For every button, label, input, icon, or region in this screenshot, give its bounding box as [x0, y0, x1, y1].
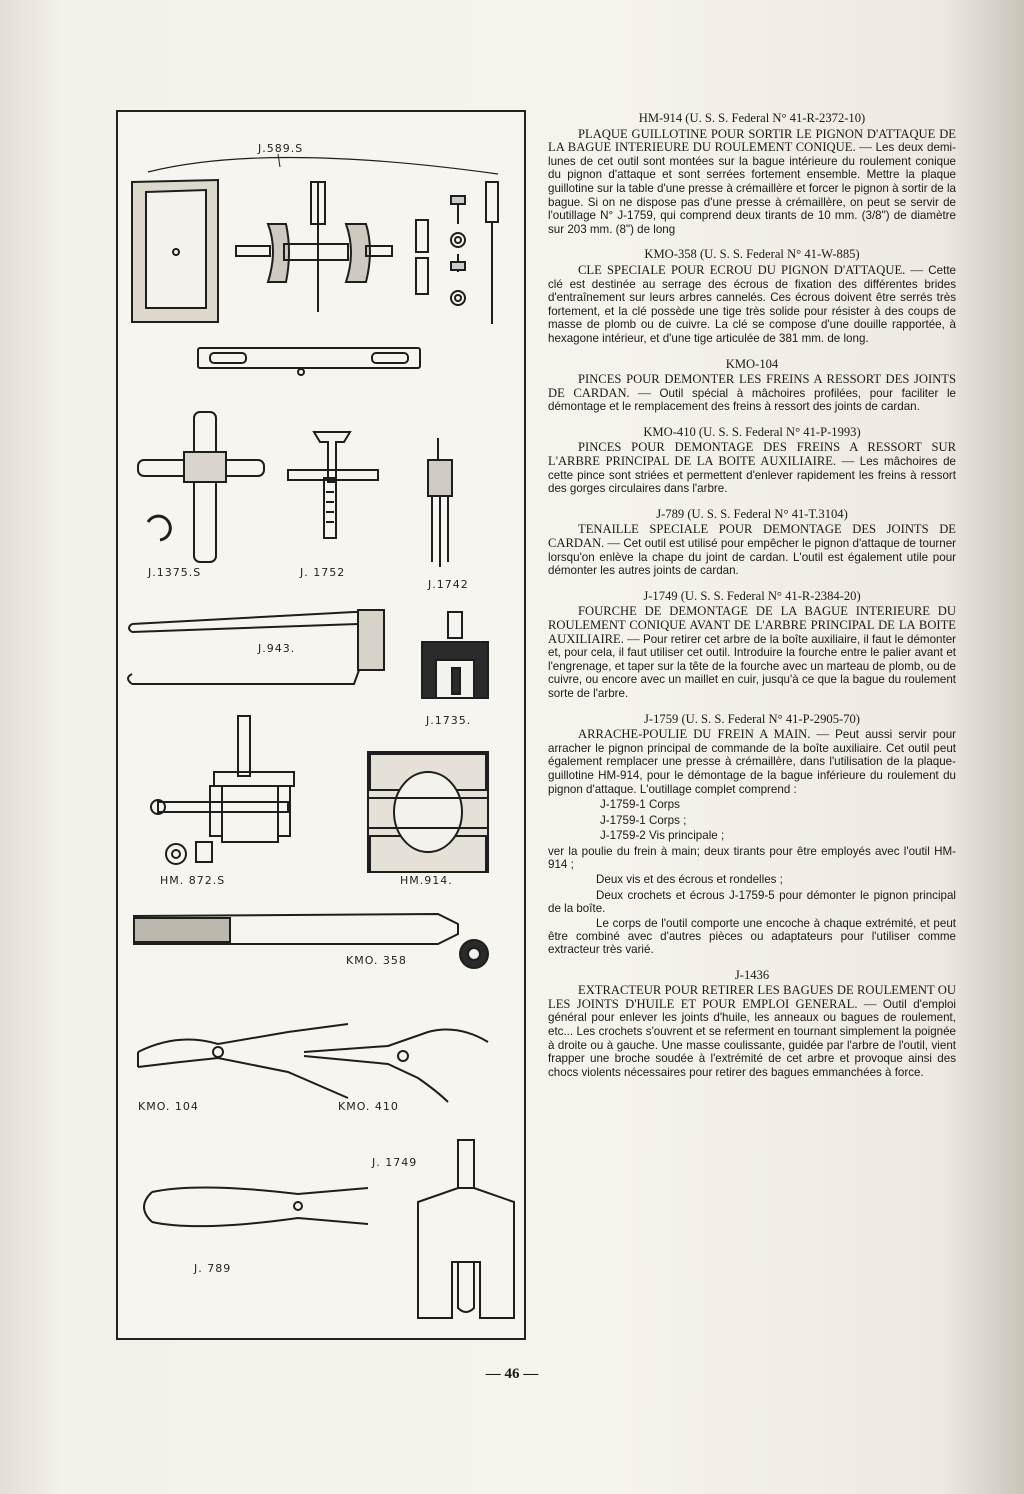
label-j1735: J.1735. — [426, 714, 472, 727]
entry-body: Pour retirer cet arbre de la boîte auxiliaire, il faut le démonter et, pour cela, il faut utiliser cet outil. Introduire la fourche entre le palier avant et l'engrenage, et taper sur la tête de la fourche avec un marteau de plomb, ou de cuivre, ou encore avec un maillet en cuir, jusqu'à ce que la bague du roulement sorte de l'arbre. — [548, 632, 956, 700]
entry-body: Outil d'emploi général pour enlever les joints d'huile, les anneaux ou bagues de roulement, etc... Les crochets s'ouvrent et se referment en tournant simplement la poignée à droite ou à gauche. Une masse coulissante, guidée par l'arbre de l'outil, vient frapper une broche soudée à l'extrémité de cet arbre et provoque ainsi des chocs violents nécessaires pour retirer des bagues emmanchées à force. — [548, 997, 957, 1079]
fork-drawing — [418, 1140, 514, 1318]
entry-hm914 — [548, 112, 956, 236]
j1759-item: J-1759-1 Corps — [600, 798, 680, 812]
label-kmo410: KMO. 410 — [338, 1100, 399, 1113]
puller-spool-drawing — [236, 182, 392, 312]
j1759-paragraph: ver la poulie du frein à main; deux tirants pour être employés avec l'outil HM-914 ; — [548, 844, 956, 872]
tongs-drawing — [144, 1187, 368, 1226]
label-j1749: J. 1749 — [372, 1156, 418, 1169]
wrench-drawing — [134, 914, 488, 968]
entry-ref: HM-914 (U. S. S. Federal N° 41-R-2372-10) — [638, 111, 866, 125]
entry-ref: KMO-104 — [725, 356, 779, 371]
entry-body: Les deux demi-lunes de cet outil sont montées sur la bague intérieure du roulement conique du pignon d'attaque et sont serrées fortement ensemble. Mettre la plaque guillotine sur la table d'une presse à crémaillère et forcer le pignon à sortir de la bague. Si on ne dispose pas d'une presse à crémaillère, on peut se servir de l'outillage N° J-1759, qui comprend deux tirants de 10 mm. (3/8") de diamètre sur 203 mm. (8") de long — [548, 141, 956, 236]
entry-body: Les mâchoires de cette pince sont striées et permettent d'enlever rapidement les freins à ressort des gorges circulaires dans l'arbre. — [548, 455, 956, 496]
page-number: — 46 — — [485, 1366, 539, 1382]
entry-ref: J-1749 (U. S. S. Federal N° 41-R-2384-20) — [643, 588, 861, 603]
entry-title: PINCES POUR DEMONTAGE DES FREINS A RESSORT SUR L'ARBRE PRINCIPAL DE LA BOITE AUXILIAIRE. — — [548, 440, 956, 469]
guillotine-block-drawing — [132, 180, 218, 322]
entry-title: TENAILLE SPECIALE POUR DEMONTAGE DES JOINTS DE CARDAN. — — [548, 522, 956, 551]
j1759-paragraph: Deux crochets et écrous J-1759-5 pour démonter le pignon principal de la boîte. — [548, 888, 956, 915]
entry-body: Cet outil est utilisé pour empêcher le pignon d'attaque de tourner lorsqu'on enlève la chape du joint de cardan. L'outil est également utile pour démonter les autres joints de cardan. — [548, 537, 957, 578]
entry-j1759 — [548, 713, 956, 957]
j1759-paragraph: Deux vis et des écrous et rondelles ; — [596, 873, 783, 887]
entry-kmo104 — [548, 358, 956, 414]
label-j943: J.943. — [258, 642, 296, 655]
j1759-item: J-1759-1 Corps ; — [600, 813, 687, 827]
cross-tool-drawing — [138, 412, 264, 562]
entry-j1749 — [548, 590, 956, 701]
entry-title: PLAQUE GUILLOTINE POUR SORTIR LE PIGNON D'ATTAQUE DE LA BAGUE INTERIEURE DU ROULEMENT CONIQUE. — — [548, 126, 956, 155]
label-hm872: HM. 872.S — [160, 874, 226, 887]
guillotine-plate-drawing — [368, 752, 488, 872]
text-column — [548, 112, 956, 1091]
entry-kmo358 — [548, 248, 956, 345]
entry-j1436 — [548, 969, 956, 1080]
bearing-puller-drawing — [428, 438, 452, 567]
entry-body: Cette clé est destinée au serrage des écrous de fixation des différentes brides d'entraînement sur leurs arbres cannelés. Ces écrous doivent être serrés très fortement, et la clé possède une tige très solide pour résister à des coups de masse de plomb ou de cuivre. La clé se compose d'une douille rapportée, à hexagone intérieur, et d'une tige articulée de 381 mm. de long. — [548, 263, 956, 345]
label-kmo104: KMO. 104 — [138, 1100, 199, 1113]
entry-body: Outil spécial à mâchoires profilées, pour faciliter le démontage et le remplacement des freins à ressort des joints de cardan. — [548, 386, 957, 414]
entry-kmo410 — [548, 426, 956, 496]
label-j789: J. 789 — [194, 1262, 232, 1275]
entry-ref: KMO-358 (U. S. S. Federal N° 41-W-885) — [644, 247, 860, 262]
gear-puller-drawing — [422, 612, 488, 698]
press-puller-drawing — [151, 716, 294, 864]
j1759-item: J-1759-2 Vis principale ; — [600, 829, 725, 843]
guillotine-bar-drawing — [198, 348, 420, 368]
tool-illustration-plate — [116, 110, 526, 1340]
long-hook-drawing — [128, 610, 384, 684]
label-j1375: J.1375.S — [148, 566, 202, 579]
entry-ref: J-1759 (U. S. S. Federal N° 41-P-2905-70) — [644, 711, 860, 726]
entry-ref: J-1436 — [734, 967, 770, 982]
j1759-paragraph: Le corps de l'outil comporte une encoche à chaque extrémité, et peut être combiné avec d'autres pièces ou adaptateurs pour l'utiliser comme extracteur très varié. — [548, 916, 956, 957]
entry-title: FOURCHE DE DEMONTAGE DE LA BAGUE INTERIEURE DU ROULEMENT CONIQUE AVANT DE L'ARBRE PRINCIPAL DE LA BOITE AUXILIAIRE. — — [548, 604, 956, 646]
entry-ref: J-789 (U. S. S. Federal N° 41-T.3104) — [656, 506, 848, 521]
key-part-drawing — [416, 220, 428, 252]
t-screw-drawing — [288, 432, 378, 538]
entry-title: CLE SPECIALE POUR ECROU DU PIGNON D'ATTAQUE. — — [578, 262, 929, 277]
tool-drawings — [118, 112, 523, 1337]
label-kmo358: KMO. 358 — [346, 954, 407, 967]
pliers-104-drawing — [138, 1024, 348, 1098]
entry-ref: KMO-410 (U. S. S. Federal N° 41-P-1993) — [643, 424, 861, 439]
entry-title: ARRACHE-POULIE DU FREIN A MAIN. — — [578, 727, 836, 742]
label-j589: J.589.S — [258, 142, 304, 155]
entry-title: PINCES POUR DEMONTER LES FREINS A RESSORT DES JOINTS DE CARDAN. — — [548, 372, 956, 400]
entry-title: EXTRACTEUR POUR RETIRER LES BAGUES DE ROULEMENT OU LES JOINTS D'HUILE ET POUR EMPLOI GENERAL. — — [548, 983, 956, 1011]
label-j1742: J.1742 — [428, 578, 469, 591]
entry-body: Peut aussi servir pour arracher le pignon principal de commande de la boîte auxiliaire. Cet outil peut également remplacer une presse à crémaillère, dans l'utilisation de la plaque-guillotine HM-914, pour le démontage de la bague inférieure du roulement du pignon d'attaque. L'outillage complet comprend : — [548, 728, 957, 796]
entry-j789 — [548, 508, 956, 578]
label-hm914: HM.914. — [400, 874, 453, 887]
label-j1752: J. 1752 — [300, 566, 346, 579]
